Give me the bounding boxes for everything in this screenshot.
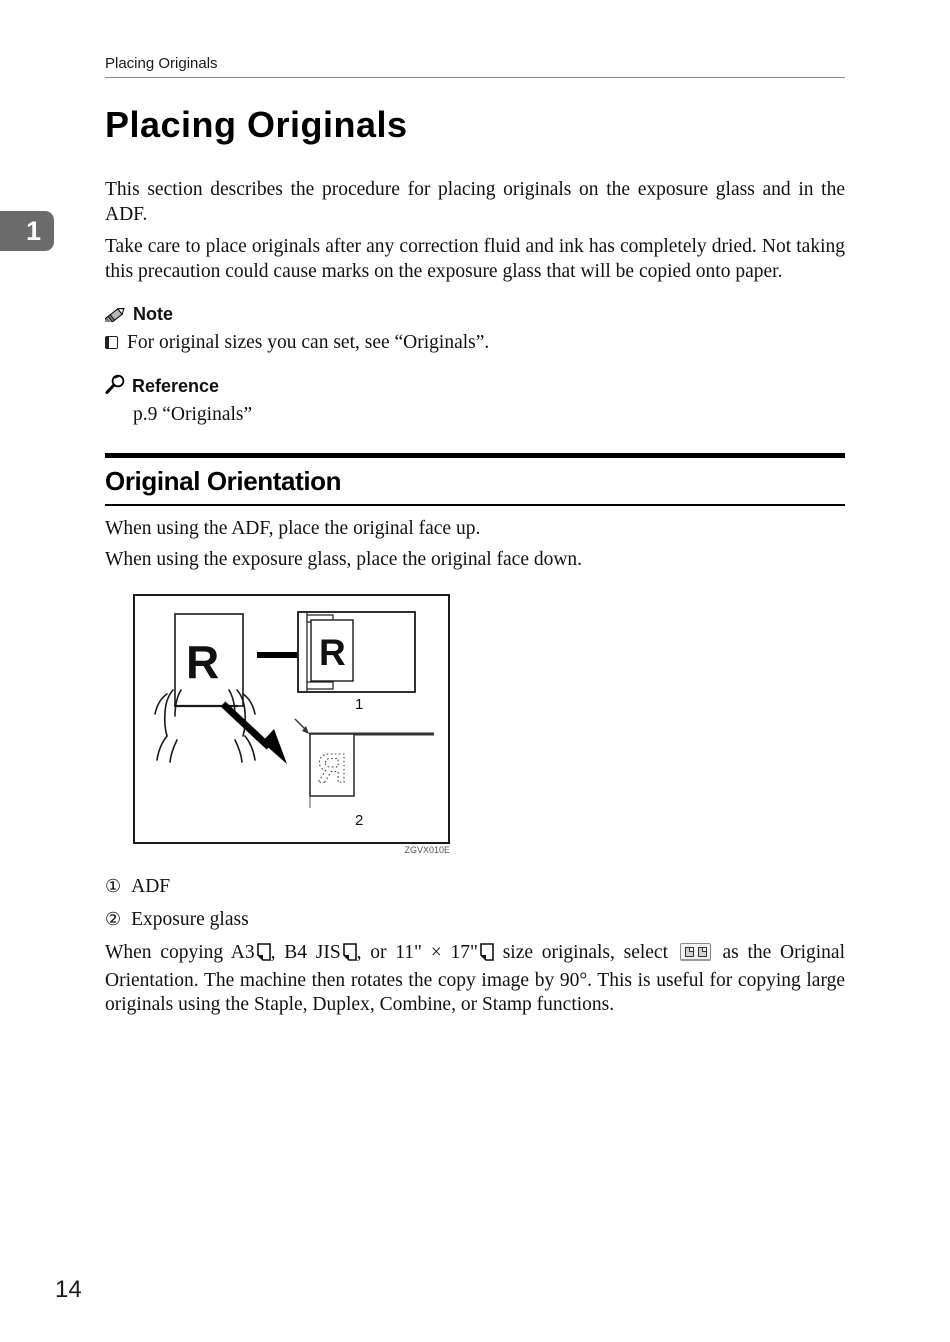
reference-item: p.9 “Originals”	[133, 403, 253, 425]
note-item-text: For original sizes you can set, see “Originals”.	[127, 332, 490, 353]
section-paragraph-2: When using the exposure glass, place the original face down.	[105, 548, 583, 570]
header-rule	[105, 77, 845, 78]
figure-adf	[298, 612, 415, 692]
lengthwise-page-icon	[480, 943, 494, 969]
figure-code: ZGVX010E	[404, 845, 450, 855]
figure-callout-2: 2	[355, 812, 364, 829]
page-title: Placing Originals	[105, 104, 408, 145]
page-content	[105, 0, 845, 1018]
section-heading: Original Orientation	[105, 466, 342, 496]
legend-num-2: ②	[105, 908, 122, 929]
intro-block	[105, 178, 845, 284]
paragraph-seg-3: , or 11" × 17"	[356, 942, 478, 963]
legend-item-exposure-glass	[105, 907, 845, 933]
legend-label-2: Exposure glass	[131, 908, 249, 930]
reference-label: Reference	[132, 376, 220, 396]
section-paragraph-1: When using the ADF, place the original face up.	[105, 518, 481, 539]
pencil-icon	[105, 302, 127, 327]
page-number: 14	[55, 1276, 82, 1303]
orientation-paragraph	[105, 941, 845, 1018]
orientation-figure	[133, 594, 450, 855]
running-header	[105, 0, 845, 78]
paragraph-seg-4: size originals, select	[493, 942, 677, 963]
magnifier-icon	[105, 374, 126, 400]
intro-paragraph-2: Take care to place originals after any correction fluid and ink has completely dried. Not taking this precaution could cause marks on the exposure glass that will be copied onto paper.	[105, 236, 845, 282]
note-item	[105, 331, 845, 356]
paragraph-seg-5: as the Original Orientation. The machine then rotates the copy image by 90°. This is useful for copying large originals using the Staple, Duplex, Combine, or Stamp functions.	[105, 942, 846, 1015]
note-label: Note	[133, 304, 173, 324]
intro-paragraph-1: This section describes the procedure for placing originals on the exposure glass and in the ADF.	[105, 179, 845, 225]
running-header-text: Placing Originals	[105, 55, 218, 72]
legend-label-1: ADF	[131, 876, 171, 897]
figure-callout-1: 1	[355, 696, 364, 713]
figure-legend	[105, 874, 845, 932]
figure-letter-mirrored: R	[317, 745, 347, 791]
rotate-orientation-key-icon	[680, 943, 711, 961]
reference-header	[105, 374, 845, 400]
note-header	[105, 302, 845, 327]
figure-letter-held: R	[186, 636, 220, 688]
section-rule-top	[105, 453, 845, 458]
paragraph-seg-1: When copying A3	[105, 942, 255, 963]
note-bullet-icon	[105, 336, 118, 349]
lengthwise-page-icon	[343, 943, 357, 969]
legend-num-1: ①	[105, 876, 122, 896]
figure-letter-adf: R	[319, 632, 346, 673]
legend-item-adf	[105, 874, 845, 900]
section-rule-bottom	[105, 504, 845, 506]
lengthwise-page-icon	[257, 943, 271, 969]
paragraph-seg-2: , B4 JIS	[270, 942, 341, 963]
figure-held-original	[175, 614, 243, 706]
chapter-tab: 1	[0, 211, 54, 251]
